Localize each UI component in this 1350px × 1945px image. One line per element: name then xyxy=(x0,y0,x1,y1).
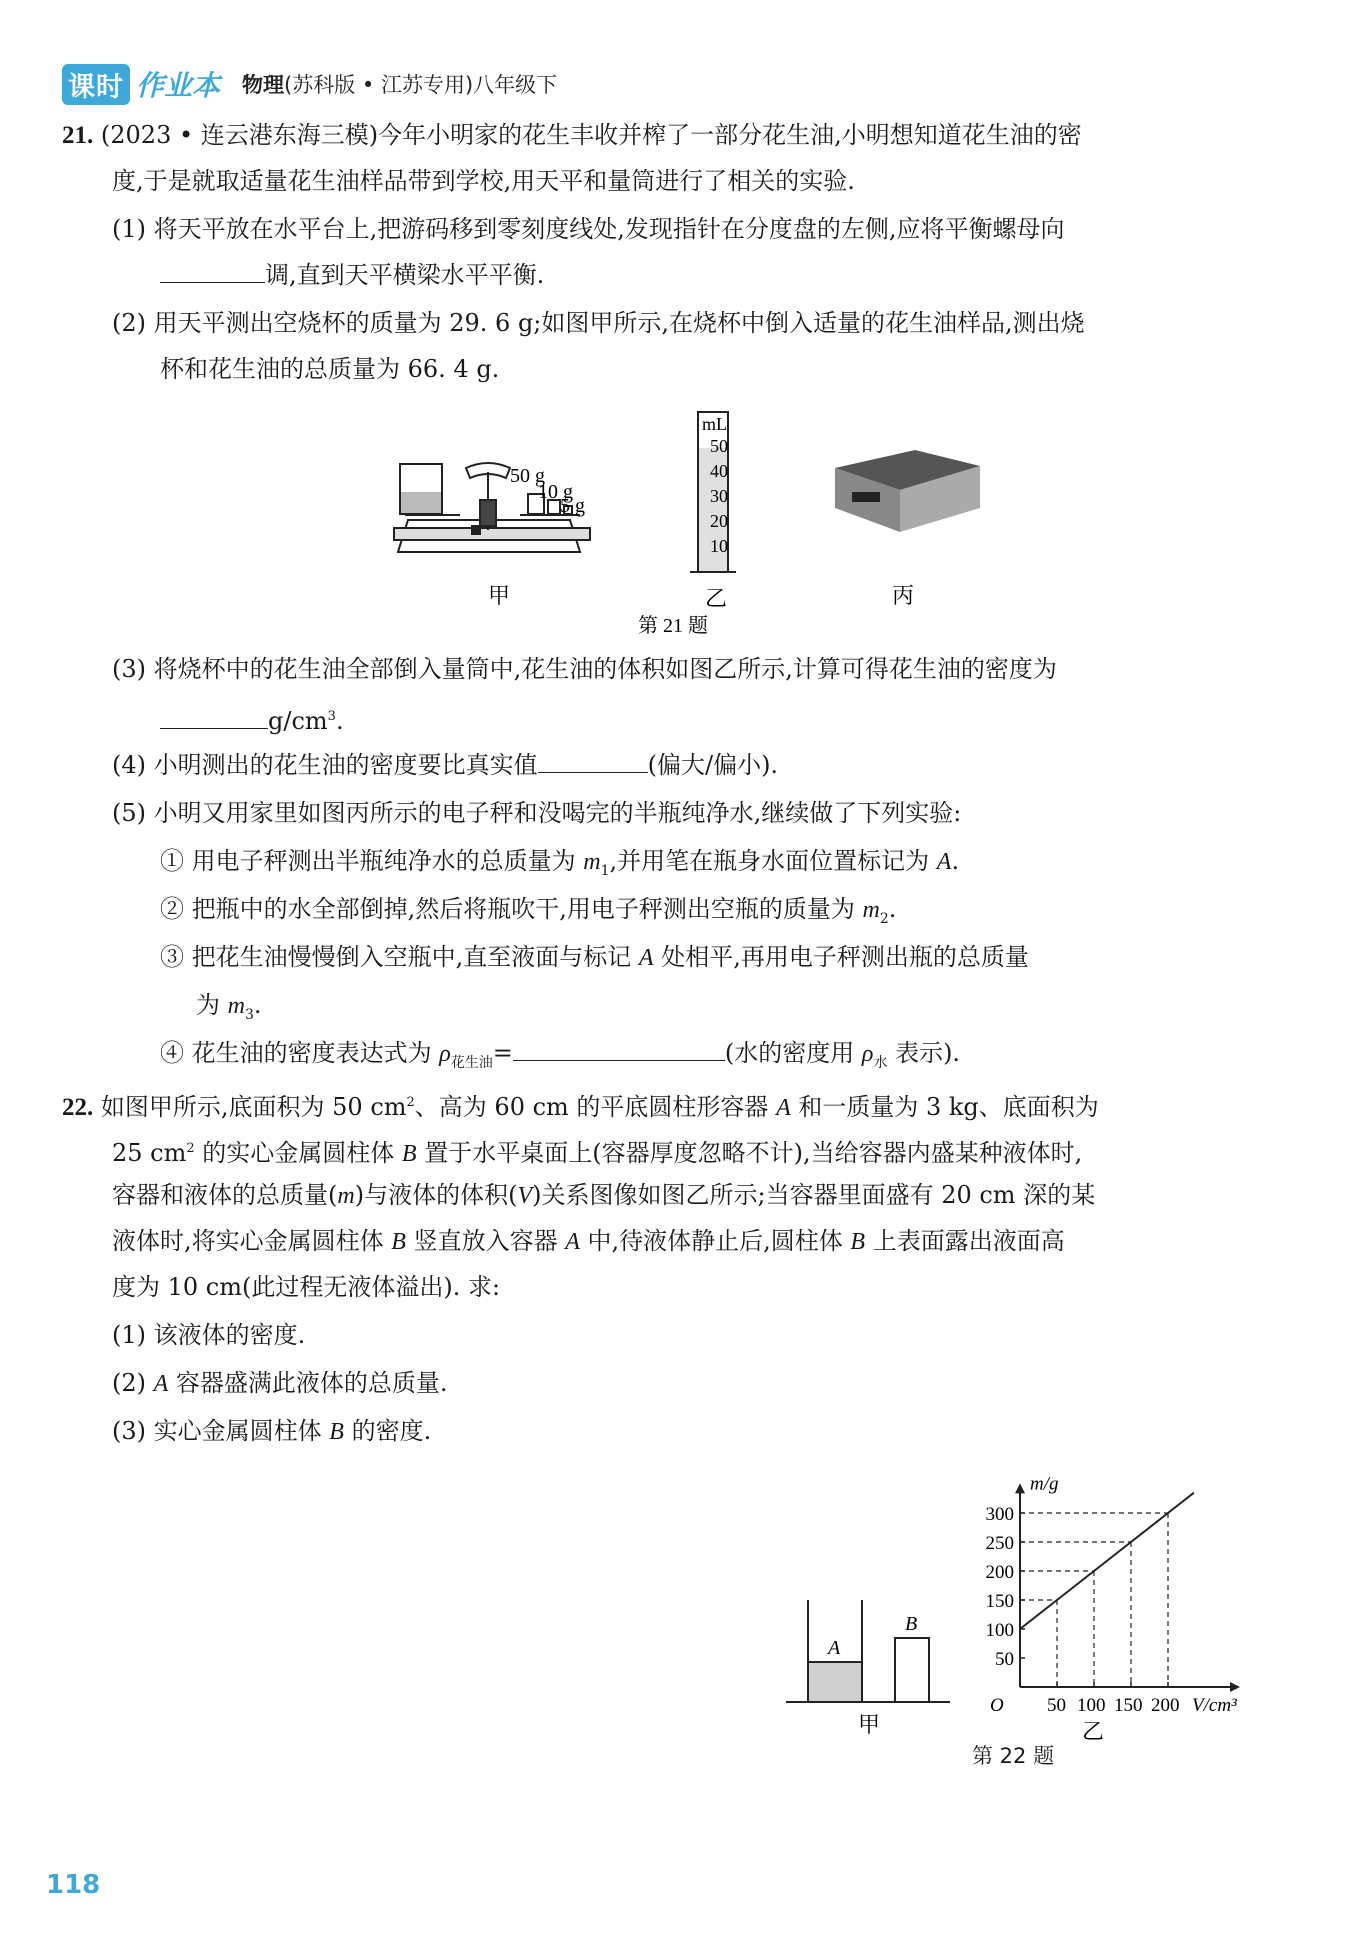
electronic-scale xyxy=(835,450,980,532)
q22-p3a: (3) 实心金属圆柱体 xyxy=(112,1417,330,1445)
var-m1: m xyxy=(583,849,601,875)
x-axis-label: V/cm³ xyxy=(1192,1695,1237,1716)
density-unit: g/cm xyxy=(268,707,328,735)
q22-l2c: 置于水平桌面上(容器厚度忽略不计),当给容器内盛某种液体时, xyxy=(416,1139,1083,1167)
q21-intro-line2: 度,于是就取适量花生油样品带到学校,用天平和量筒进行了相关的实验. xyxy=(112,167,855,195)
q21-step3-d: . xyxy=(253,991,262,1019)
q21-step3-line2 xyxy=(196,988,262,1032)
cylinder-tick-30: 30 xyxy=(710,486,728,506)
var-m2: m xyxy=(862,897,880,923)
cylinder-tick-20: 20 xyxy=(710,511,728,531)
rho-water: ρ xyxy=(861,1041,874,1067)
weight-label-10g: 10 g xyxy=(538,481,573,503)
x-tick-label: 150 xyxy=(1114,1695,1143,1716)
q21-intro1: (2023 • 连云港东海三模)今年小明家的花生丰收并榨了一部分花生油,小明想知道花生油的密 xyxy=(100,121,1082,149)
y-tick-label: 200 xyxy=(985,1562,1014,1583)
label-B: B xyxy=(905,1613,918,1635)
y-tick-label: 300 xyxy=(985,1504,1014,1525)
q21-part2-line2: 杯和花生油的总质量为 66. 4 g. xyxy=(160,355,500,383)
origin-label: O xyxy=(990,1695,1004,1716)
q22-var-B-3: B xyxy=(850,1229,866,1255)
q21-part5: (5) 小明又用家里如图丙所示的电子秤和没喝完的半瓶纯净水,继续做了下列实验: xyxy=(112,799,962,827)
x-tick-label: 200 xyxy=(1151,1695,1180,1716)
x-tick-label: 100 xyxy=(1077,1695,1106,1716)
q21-part3-end: . xyxy=(335,707,344,735)
q22-l4a: 液体时,将实心金属圆柱体 xyxy=(112,1227,392,1255)
rider xyxy=(472,526,480,534)
var-m3: m xyxy=(227,993,245,1019)
y-tick-label: 50 xyxy=(995,1649,1014,1670)
q21-part2-line1: (2) 用天平测出空烧杯的质量为 29. 6 g;如图甲所示,在烧杯中倒入适量的花生油样品,测出烧 xyxy=(112,309,1085,337)
container-A-liquid xyxy=(809,1662,861,1702)
q21-step3-a: ③ 把花生油慢慢倒入空瓶中,直至液面与标记 xyxy=(160,943,639,971)
q21-step4-c: 表示). xyxy=(887,1039,961,1067)
figure22-label-yi: 乙 xyxy=(1082,1719,1105,1744)
q22-line5: 度为 10 cm(此过程无液体溢出). 求: xyxy=(112,1273,501,1301)
q21-step4 xyxy=(160,1036,960,1080)
q22-number: 22. xyxy=(62,1094,94,1121)
q22-part2 xyxy=(112,1366,448,1401)
beaker-oil xyxy=(401,492,441,513)
rho-water-sub: 水 xyxy=(873,1054,888,1071)
rho-oil-sub: 花生油 xyxy=(450,1054,493,1071)
mark-A-2: A xyxy=(638,945,654,971)
q22-l2a: 25 cm xyxy=(112,1139,187,1167)
edition: (苏科版 • 江苏专用)八年级下 xyxy=(284,73,558,97)
figure21-label-yi: 乙 xyxy=(705,586,728,611)
q22-p2b: 容器盛满此液体的总质量. xyxy=(168,1369,448,1397)
q22-var-B: B xyxy=(401,1141,417,1167)
q22-part3 xyxy=(112,1414,431,1449)
cylinder-tick-10: 10 xyxy=(710,536,728,556)
weight-label-5g: 5 g xyxy=(560,495,585,517)
equals-sign: = xyxy=(492,1039,513,1067)
q21-step2-b: . xyxy=(888,895,897,923)
cylinder-tick-40: 40 xyxy=(710,461,728,481)
q22-p3-B: B xyxy=(329,1419,344,1445)
y-axis-label: m/g xyxy=(1030,1473,1059,1495)
logo-box: 课时 xyxy=(62,64,130,105)
q22-l2-sup: 2 xyxy=(186,1141,195,1156)
figure22-caption: 第 22 题 xyxy=(972,1744,1055,1768)
q22-p3b: 的密度. xyxy=(343,1417,432,1445)
q21-step3-line1 xyxy=(160,940,1029,975)
q21-step3-c: 为 xyxy=(196,991,228,1019)
q22-l1-sup: 2 xyxy=(406,1095,415,1110)
q22-p2-A: A xyxy=(153,1371,169,1397)
var-m1-sub: 1 xyxy=(600,862,610,879)
cylinder-unit: mL xyxy=(702,414,727,434)
q22-var-V: V xyxy=(517,1183,533,1209)
q22-l3c: )关系图像如图乙所示;当容器里面盛有 20 cm 深的某 xyxy=(532,1181,1096,1209)
q22-l4b: 竖直放入容器 xyxy=(405,1227,566,1255)
q22-l3a: 容器和液体的总质量( xyxy=(112,1181,338,1209)
q21-part1-line1: (1) 将天平放在水平台上,把游码移到零刻度线处,发现指针在分度盘的左侧,应将平衡螺母向 xyxy=(112,215,1065,243)
figure21-label-bing: 丙 xyxy=(892,583,915,608)
q22-var-B-2: B xyxy=(391,1229,406,1255)
q21-step1-a: ① 用电子秤测出半瓶纯净水的总质量为 xyxy=(160,847,584,875)
density-unit-exponent: 3 xyxy=(327,709,336,724)
page-number: 118 xyxy=(46,1870,101,1900)
q21-step1-b: ,并用笔在瓶身水面位置标记为 xyxy=(609,847,937,875)
answer-blank-1[interactable] xyxy=(160,260,265,283)
y-tick-label: 150 xyxy=(985,1591,1014,1612)
cylinder-B xyxy=(895,1638,929,1702)
q22-line4 xyxy=(112,1224,1065,1259)
q21-step2 xyxy=(160,892,896,936)
figure21-caption: 第 21 题 xyxy=(638,615,708,637)
q21-part4-text: (4) 小明测出的花生油的密度要比真实值 xyxy=(112,751,538,779)
q21-part1-line2 xyxy=(160,258,544,292)
q22-l1c: 和一质量为 3 kg、底面积为 xyxy=(790,1093,1099,1121)
q22-l1a: 如图甲所示,底面积为 50 cm xyxy=(100,1093,407,1121)
q22-line2 xyxy=(112,1132,1082,1171)
header xyxy=(62,64,557,104)
q22-line1 xyxy=(62,1086,1099,1125)
q22-line3 xyxy=(112,1178,1095,1213)
figure21-label-jia: 甲 xyxy=(488,583,511,608)
answer-blank-5[interactable] xyxy=(513,1038,725,1061)
q21-step1-c: . xyxy=(951,847,960,875)
subject: 物理 xyxy=(242,73,285,97)
label-A: A xyxy=(828,1637,841,1659)
book-title xyxy=(242,69,557,99)
figure-21 xyxy=(380,400,1020,650)
q21-intro-line1 xyxy=(62,118,1082,153)
x-axis-arrow xyxy=(1230,1682,1240,1692)
logo-text: 作业本 xyxy=(136,69,221,102)
q21-number: 21. xyxy=(62,122,94,149)
q22-l4d: 上表面露出液面高 xyxy=(865,1227,1065,1255)
weight-label-50g: 50 g xyxy=(510,465,545,487)
q21-step2-a: ② 把瓶中的水全部倒掉,然后将瓶吹干,用电子秤测出空瓶的质量为 xyxy=(160,895,863,923)
x-tick-label: 50 xyxy=(1047,1695,1066,1716)
balance-column xyxy=(480,500,496,526)
y-tick-label: 100 xyxy=(985,1620,1014,1641)
answer-blank-3[interactable] xyxy=(160,706,268,729)
q21-step4-b: (水的密度用 xyxy=(724,1039,862,1067)
rho-oil: ρ xyxy=(439,1041,451,1067)
answer-blank-4[interactable] xyxy=(538,750,648,773)
q21-step4-a: ④ 花生油的密度表达式为 xyxy=(160,1039,440,1067)
q22-l4c: 中,待液体静止后,圆柱体 xyxy=(579,1227,851,1255)
q21-step3-b: 处相平,再用电子秤测出瓶的总质量 xyxy=(653,943,1029,971)
q21-part3-line1: (3) 将烧杯中的花生油全部倒入量筒中,花生油的体积如图乙所示,计算可得花生油的密度为 xyxy=(112,655,1057,683)
q22-l2b: 的实心金属圆柱体 xyxy=(194,1139,402,1167)
q22-var-m: m xyxy=(337,1183,355,1209)
balance-beam xyxy=(394,528,590,540)
figure22-label-jia: 甲 xyxy=(858,1712,881,1737)
cylinder-tick-50: 50 xyxy=(710,436,728,456)
mark-A: A xyxy=(936,849,952,875)
q22-p2a: (2) xyxy=(112,1369,154,1397)
logo xyxy=(62,64,220,105)
q21-part4 xyxy=(112,748,778,782)
q22-l1b: 、高为 60 cm 的平底圆柱形容器 xyxy=(414,1093,777,1121)
q22-var-A-2: A xyxy=(565,1229,580,1255)
q21-part4-tail: (偏大/偏小). xyxy=(647,751,779,779)
q21-step1 xyxy=(160,844,959,888)
q21-part3-line2 xyxy=(160,700,344,738)
figure-22-jia xyxy=(780,1590,960,1740)
y-axis-arrow xyxy=(1015,1483,1025,1493)
q22-var-A: A xyxy=(776,1095,791,1121)
y-tick-label: 250 xyxy=(985,1533,1014,1554)
var-m3-sub: 3 xyxy=(244,1006,254,1023)
scale-display xyxy=(852,492,880,502)
q22-l3b: )与液体的体积( xyxy=(354,1181,518,1209)
q21-part1-tail: 调,直到天平横梁水平平衡. xyxy=(265,261,545,289)
q22-part1: (1) 该液体的密度. xyxy=(112,1321,306,1349)
var-m2-sub: 2 xyxy=(879,910,889,927)
mv-chart xyxy=(960,1465,1260,1755)
